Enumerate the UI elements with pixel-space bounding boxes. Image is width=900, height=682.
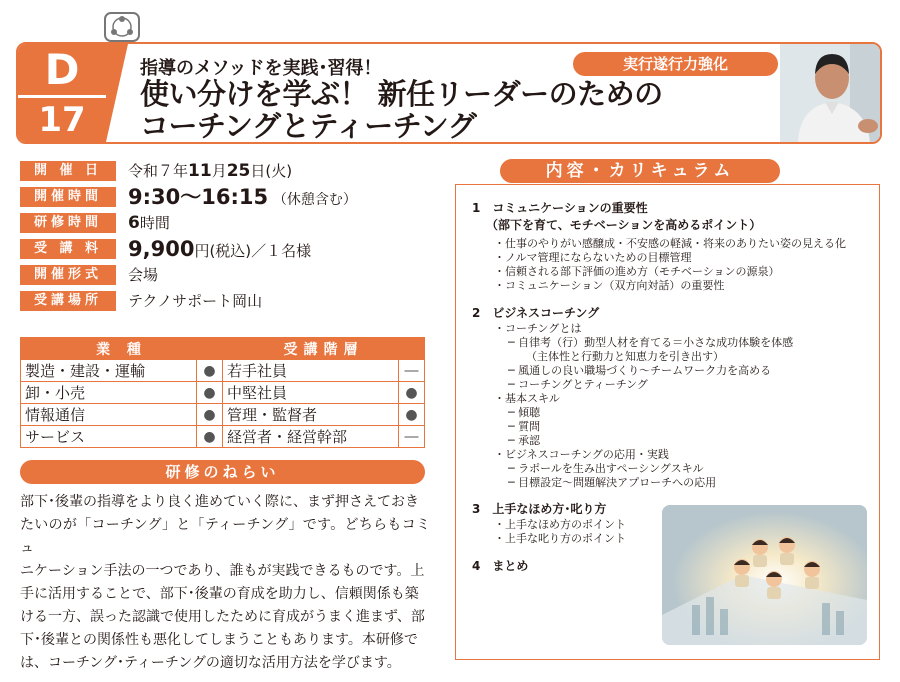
venue-value: テクノサポート岡山 bbox=[128, 292, 263, 310]
aims-line: たいのが「コーチング」と「ティーチング」です。どちらもコミュ bbox=[20, 517, 430, 556]
target-table bbox=[20, 337, 425, 448]
fee-label: 受 講 料 bbox=[20, 239, 116, 259]
curriculum-item: ─ ラポールを生み出すペーシングスキル bbox=[508, 462, 704, 475]
info-format-row bbox=[20, 262, 420, 288]
info-venue-row bbox=[20, 288, 420, 314]
info-time-row bbox=[20, 184, 420, 210]
aims-line: 部下･後輩の指導をより良く進めていく際に、まず押さえておき bbox=[20, 494, 419, 510]
course-title-line1: 使い分けを学ぶ！ 新任リーダーのための bbox=[140, 77, 663, 111]
curriculum-section-subtitle: （部下を育て、モチベーションを高めるポイント） bbox=[486, 218, 762, 232]
time-label: 開催時間 bbox=[20, 187, 116, 207]
curriculum-item: ・コーチングとは bbox=[494, 322, 582, 335]
curriculum-item: ・ビジネスコーチングの応用・実践 bbox=[494, 448, 669, 461]
industry-cell: 卸・小売 bbox=[21, 382, 197, 404]
curriculum-box bbox=[455, 184, 880, 660]
level-header: 受講階層 bbox=[223, 338, 425, 360]
industry-mark: ● bbox=[197, 426, 223, 448]
curriculum-item: ・上手なほめ方のポイント bbox=[494, 518, 626, 531]
industry-cell: 製造・建設・運輸 bbox=[21, 360, 197, 382]
curriculum-section-title: 3 上手なほめ方･叱り方 bbox=[472, 502, 607, 516]
industry-mark: ● bbox=[197, 360, 223, 382]
people-network-icon bbox=[104, 12, 140, 42]
level-mark: ― bbox=[399, 426, 425, 448]
level-cell: 管理・監督者 bbox=[223, 404, 399, 426]
curriculum-item: ・仕事のやりがい感醸成・不安感の軽減・将来のありたい姿の見える化 bbox=[494, 237, 846, 250]
curriculum-section-title: 4 まとめ bbox=[472, 559, 529, 573]
level-cell: 中堅社員 bbox=[223, 382, 399, 404]
industry-mark: ● bbox=[197, 382, 223, 404]
aims-line: は、コーチング･ティーチングの適切な活用方法を学びます。 bbox=[20, 655, 401, 671]
course-info bbox=[20, 158, 420, 314]
info-date-row bbox=[20, 158, 420, 184]
format-value: 会場 bbox=[128, 266, 159, 284]
level-cell: 経営者・経営幹部 bbox=[223, 426, 399, 448]
level-mark: ● bbox=[399, 404, 425, 426]
table-row bbox=[21, 404, 425, 426]
date-value bbox=[128, 158, 292, 184]
curriculum-item: ─ 質問 bbox=[508, 420, 541, 433]
fee-value bbox=[128, 236, 311, 264]
date-month-unit: 月 bbox=[211, 162, 227, 180]
curriculum-item: ─ 自律考（行）動型人材を育てる＝小さな成功体験を体感 bbox=[508, 336, 794, 349]
industry-mark: ● bbox=[197, 404, 223, 426]
curriculum-item: ─ 承認 bbox=[508, 434, 541, 447]
date-weekday: 日(火) bbox=[250, 162, 293, 180]
curriculum-section-title: 1 コミュニケーションの重要性 bbox=[472, 201, 648, 215]
hours-label: 研修時間 bbox=[20, 213, 116, 233]
curriculum-item: ─ 目標設定～問題解決アプローチへの応用 bbox=[508, 476, 717, 489]
date-label: 開 催 日 bbox=[20, 161, 116, 181]
date-month: 11 bbox=[188, 161, 212, 181]
level-mark: ● bbox=[399, 382, 425, 404]
venue-label: 受講場所 bbox=[20, 291, 116, 311]
industry-cell: サービス bbox=[21, 426, 197, 448]
time-note: （休憩含む） bbox=[272, 192, 357, 208]
course-code-letter: D bbox=[44, 45, 80, 94]
curriculum-item: （主体性と行動力と知恵力を引き出す） bbox=[526, 350, 724, 363]
curriculum-section-title: 2 ビジネスコーチング bbox=[472, 306, 600, 320]
curriculum-item: ・コミュニケーション（双方向対話）の重要性 bbox=[494, 279, 725, 292]
curriculum-item: ─ 傾聴 bbox=[508, 406, 541, 419]
table-row bbox=[21, 426, 425, 448]
aims-line: ニケーション手法の一つであり、誰もが実践できるものです。上 bbox=[20, 563, 425, 579]
date-day: 25 bbox=[226, 161, 251, 181]
curriculum-item: ・信頼される部下評価の進め方（モチベーションの源泉） bbox=[494, 265, 780, 278]
course-title bbox=[140, 78, 663, 142]
course-code bbox=[18, 44, 106, 142]
course-code-number: 17 bbox=[38, 100, 86, 140]
industry-header: 業 種 bbox=[21, 338, 223, 360]
level-mark: ― bbox=[399, 360, 425, 382]
curriculum-item: ・基本スキル bbox=[494, 392, 560, 405]
level-cell: 若手社員 bbox=[223, 360, 399, 382]
course-title-line2: コーチングとティーチング bbox=[140, 109, 477, 143]
format-label: 開催形式 bbox=[20, 265, 116, 285]
aims-line: 下･後輩との関係性も悪化してしまうこともあります。本研修で bbox=[20, 632, 418, 648]
aims-heading: 研修のねらい bbox=[20, 460, 425, 484]
aims-line: ける一方、誤った認識で使用したために育成がうまく進まず、部 bbox=[20, 609, 425, 625]
aims-text bbox=[20, 491, 430, 675]
hours-unit: 時間 bbox=[139, 214, 170, 232]
industry-cell: 情報通信 bbox=[21, 404, 197, 426]
hours-number: 6 bbox=[128, 213, 140, 233]
instructor-photo bbox=[780, 44, 880, 142]
curriculum-item: ・上手な叱り方のポイント bbox=[494, 532, 626, 545]
course-subtitle: 指導のメソッドを実践･習得！ bbox=[140, 58, 382, 79]
curriculum-item: ─ 風通しの良い職場づくり～チームワーク力を高める bbox=[508, 364, 772, 377]
course-header bbox=[16, 42, 882, 144]
table-row bbox=[21, 382, 425, 404]
time-value bbox=[128, 184, 357, 213]
curriculum-heading: 内容・カリキュラム bbox=[500, 159, 780, 183]
info-hours-row bbox=[20, 210, 420, 236]
table-row bbox=[21, 360, 425, 382]
info-fee-row bbox=[20, 236, 420, 262]
curriculum-item: ─ コーチングとティーチング bbox=[508, 378, 648, 391]
team-figures-image bbox=[662, 505, 867, 645]
time-range: 9:30～16:15 bbox=[128, 185, 269, 209]
date-era: 令和７年 bbox=[128, 162, 189, 180]
category-badge: 実行遂行力強化 bbox=[573, 52, 778, 76]
fee-unit: 円(税込)／１名様 bbox=[194, 242, 312, 260]
fee-amount: 9,900 bbox=[128, 237, 195, 261]
curriculum-item: ・ノルマ管理にならないための目標管理 bbox=[494, 251, 692, 264]
hours-value bbox=[128, 210, 170, 236]
aims-line: 手に活用することで、部下･後輩の育成を助力し、信頼関係も築 bbox=[20, 586, 419, 602]
